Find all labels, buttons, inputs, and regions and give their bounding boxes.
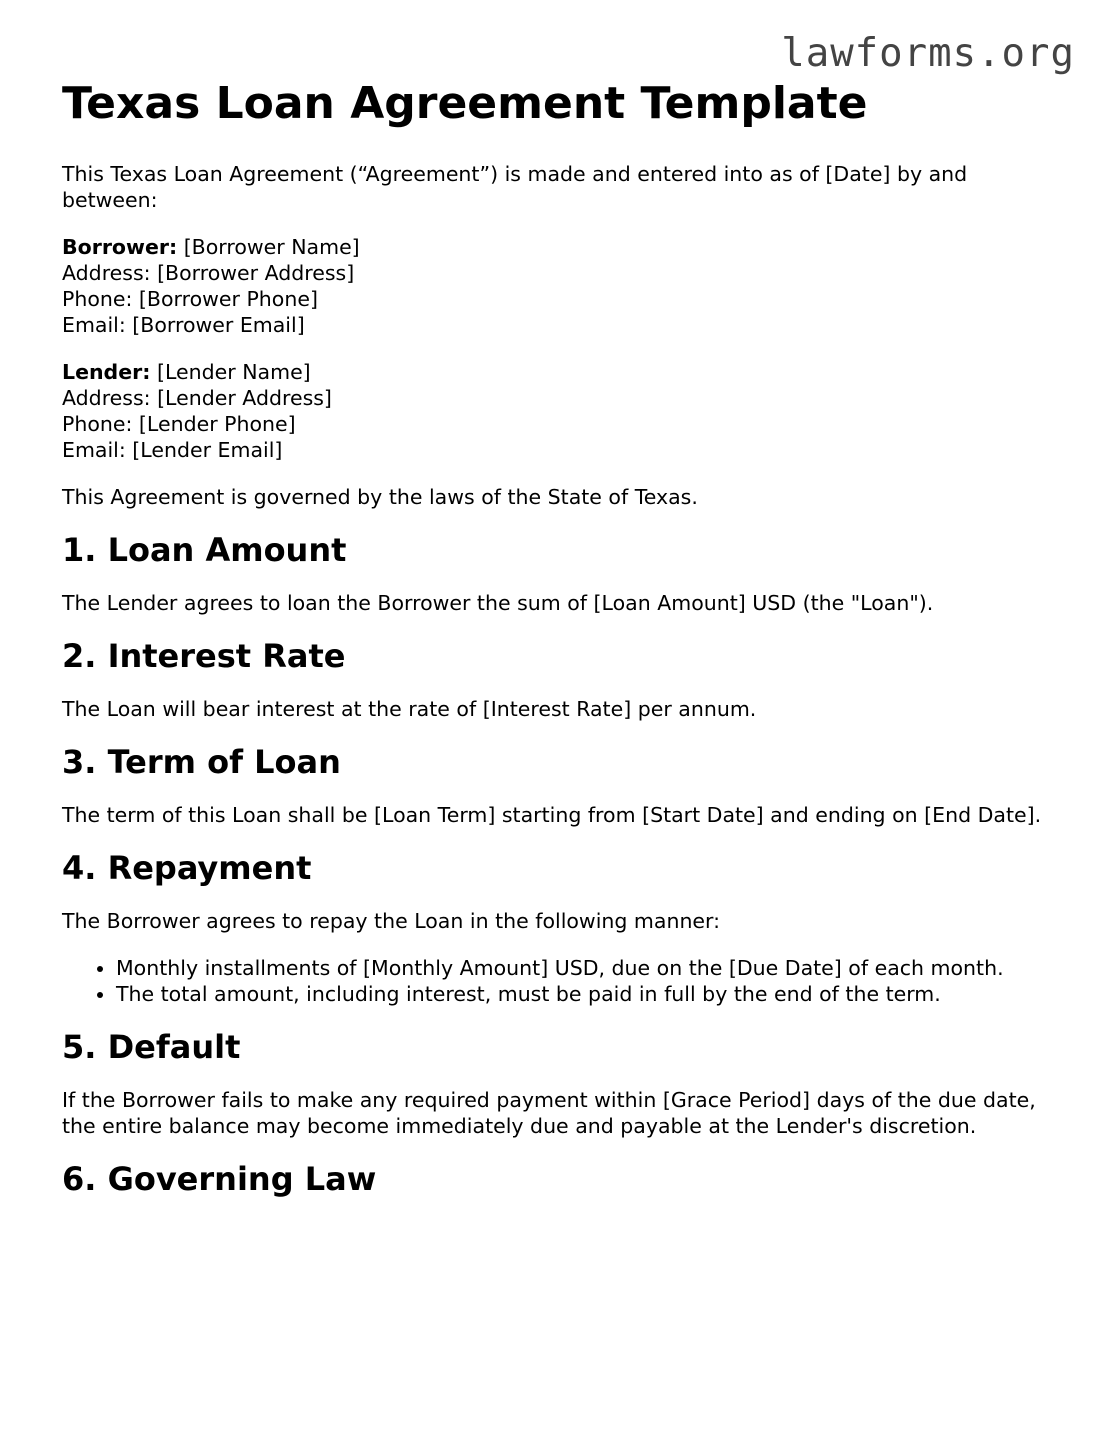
section-body-repayment: The Borrower agrees to repay the Loan in the following manner:	[62, 908, 721, 933]
lender-phone: Phone: [Lender Phone]	[62, 411, 296, 436]
section-body-default: If the Borrower fails to make any required payment within [Grace Period] days of the due date, the entire balance may become immediately due and payable at the Lender's discretion.	[62, 1087, 1036, 1138]
section-body-term: The term of this Loan shall be [Loan Term] starting from [Start Date] and ending on [End Date].	[62, 802, 1042, 827]
section-heading-default: 5. Default	[62, 1027, 241, 1066]
intro-paragraph: This Texas Loan Agreement (“Agreement”) is made and entered into as of [Date] by and between:	[62, 161, 968, 212]
borrower-email: Email: [Borrower Email]	[62, 312, 305, 337]
borrower-name: [Borrower Name]	[177, 234, 360, 259]
lender-address: Address: [Lender Address]	[62, 385, 332, 410]
repayment-list	[62, 955, 1047, 1007]
section-heading-repayment: 4. Repayment	[62, 848, 312, 887]
page-title: Texas Loan Agreement Template	[62, 78, 868, 129]
section-heading-loan-amount: 1. Loan Amount	[62, 530, 347, 569]
watermark: lawforms.org	[781, 31, 1075, 76]
borrower-name-line	[62, 234, 1047, 260]
list-item: • The total amount, including interest, must be paid in full by the end of the term.	[116, 981, 1047, 1007]
lender-label: Lender:	[62, 359, 151, 384]
borrower-block	[62, 234, 1047, 338]
section-heading-interest-rate: 2. Interest Rate	[62, 636, 346, 675]
borrower-label: Borrower:	[62, 234, 178, 259]
section-body-interest-rate: The Loan will bear interest at the rate of [Interest Rate] per annum.	[62, 696, 757, 721]
section-heading-term: 3. Term of Loan	[62, 742, 341, 781]
lender-name-line	[62, 359, 1047, 385]
lender-email: Email: [Lender Email]	[62, 437, 283, 462]
document-body	[62, 78, 1047, 1219]
list-item: • Monthly installments of [Monthly Amount] USD, due on the [Due Date] of each month.	[116, 955, 1047, 981]
section-heading-governing-law: 6. Governing Law	[62, 1159, 377, 1198]
governed-paragraph: This Agreement is governed by the laws of the State of Texas.	[62, 484, 698, 509]
section-body-loan-amount: The Lender agrees to loan the Borrower the sum of [Loan Amount] USD (the "Loan").	[62, 590, 934, 615]
lender-name: [Lender Name]	[150, 359, 311, 384]
borrower-address: Address: [Borrower Address]	[62, 260, 355, 285]
lender-block	[62, 359, 1047, 463]
borrower-phone: Phone: [Borrower Phone]	[62, 286, 318, 311]
